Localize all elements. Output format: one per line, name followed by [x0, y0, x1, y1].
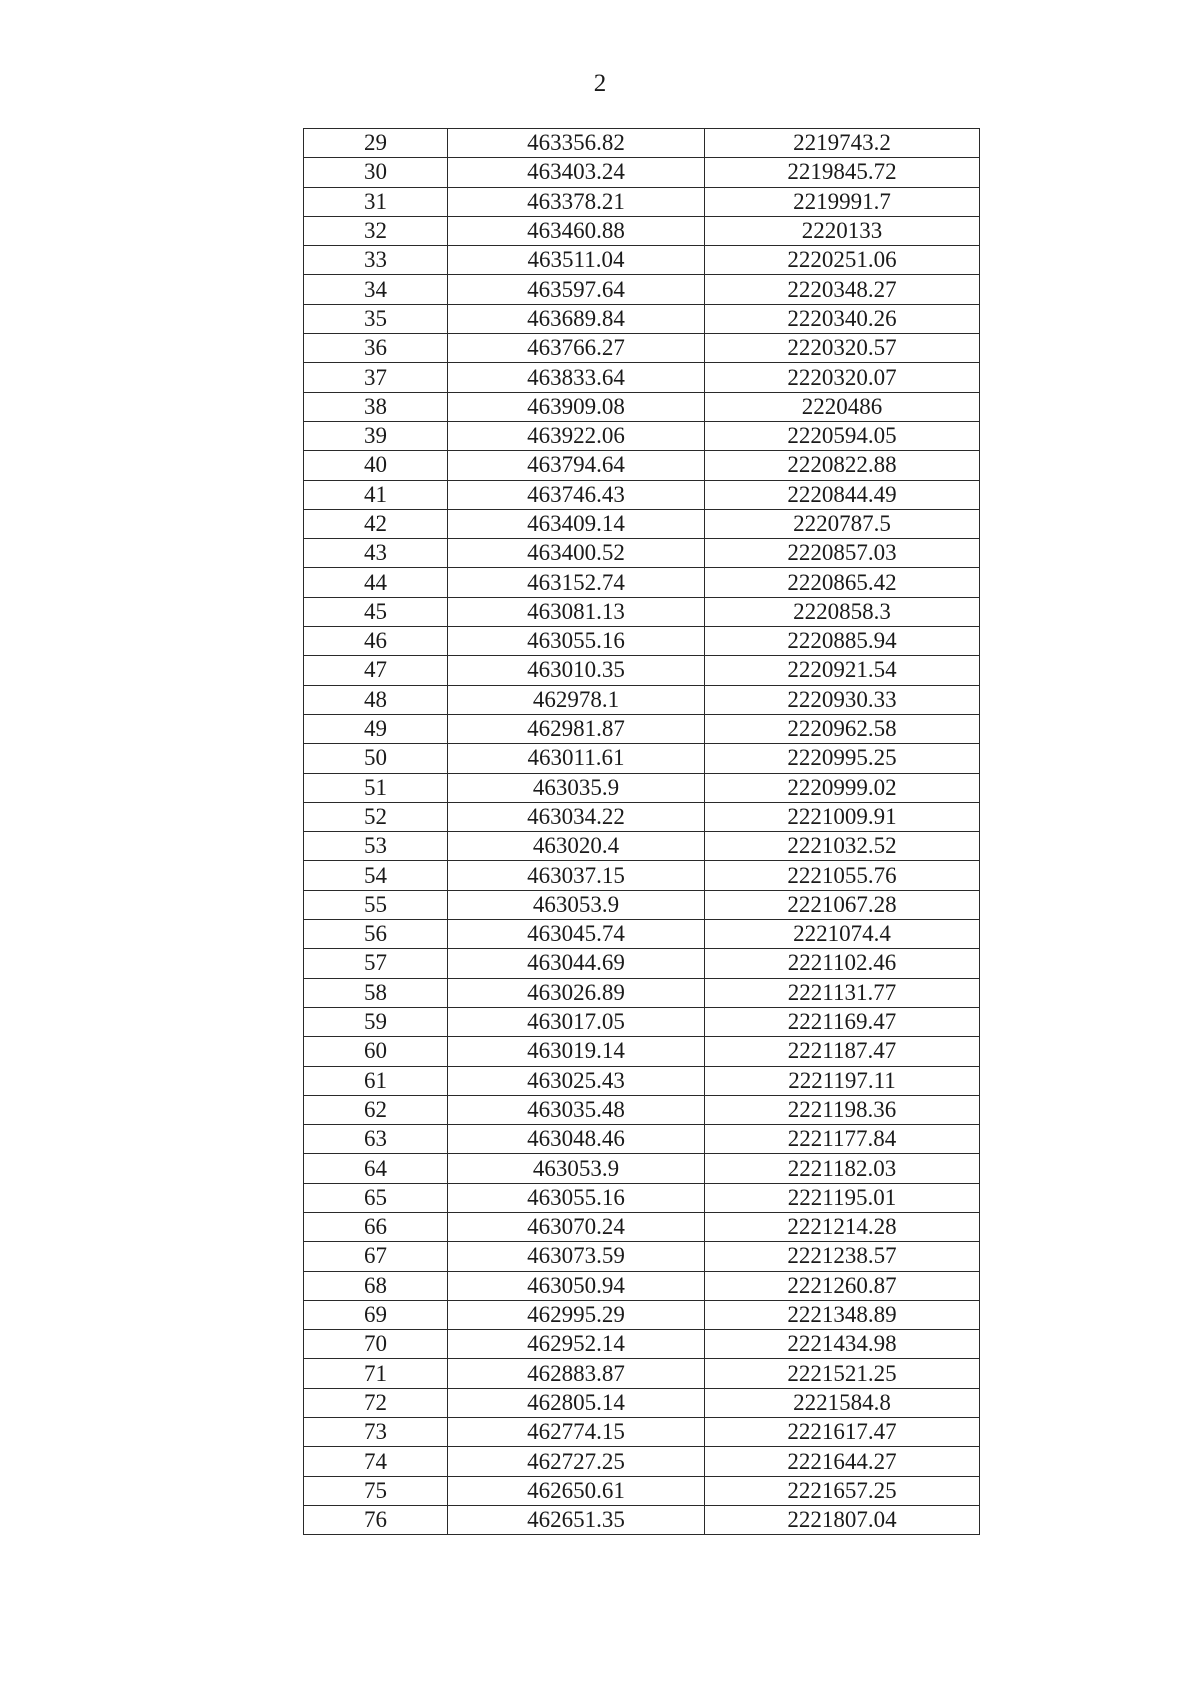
y-coordinate-cell: 2220133	[705, 216, 980, 245]
point-number-cell: 71	[304, 1359, 448, 1388]
x-coordinate-cell: 463378.21	[448, 187, 705, 216]
point-number-cell: 58	[304, 978, 448, 1007]
x-coordinate-cell: 463035.9	[448, 773, 705, 802]
point-number-cell: 41	[304, 480, 448, 509]
x-coordinate-cell: 463081.13	[448, 597, 705, 626]
table-row	[304, 246, 980, 275]
y-coordinate-cell: 2221644.27	[705, 1447, 980, 1476]
table-row	[304, 597, 980, 626]
x-coordinate-cell: 463689.84	[448, 304, 705, 333]
x-coordinate-cell: 463048.46	[448, 1125, 705, 1154]
point-number-cell: 50	[304, 744, 448, 773]
point-number-cell: 42	[304, 509, 448, 538]
table-row	[304, 334, 980, 363]
table-row	[304, 216, 980, 245]
table-row	[304, 1007, 980, 1036]
y-coordinate-cell: 2221521.25	[705, 1359, 980, 1388]
point-number-cell: 49	[304, 714, 448, 743]
y-coordinate-cell: 2221009.91	[705, 802, 980, 831]
point-number-cell: 37	[304, 363, 448, 392]
table-row	[304, 480, 980, 509]
page-number: 2	[593, 70, 607, 97]
table-row	[304, 1242, 980, 1271]
point-number-cell: 57	[304, 949, 448, 978]
y-coordinate-cell: 2220787.5	[705, 509, 980, 538]
y-coordinate-cell: 2221214.28	[705, 1212, 980, 1241]
table-row	[304, 773, 980, 802]
table-row	[304, 539, 980, 568]
x-coordinate-cell: 463511.04	[448, 246, 705, 275]
point-number-cell: 55	[304, 890, 448, 919]
table-row	[304, 627, 980, 656]
x-coordinate-cell: 462727.25	[448, 1447, 705, 1476]
y-coordinate-cell: 2220865.42	[705, 568, 980, 597]
x-coordinate-cell: 463070.24	[448, 1212, 705, 1241]
point-number-cell: 62	[304, 1095, 448, 1124]
x-coordinate-cell: 463020.4	[448, 832, 705, 861]
y-coordinate-cell: 2221434.98	[705, 1330, 980, 1359]
point-number-cell: 34	[304, 275, 448, 304]
table-row	[304, 978, 980, 1007]
table-row	[304, 451, 980, 480]
point-number-cell: 29	[304, 129, 448, 158]
table-row	[304, 1418, 980, 1447]
point-number-cell: 60	[304, 1037, 448, 1066]
point-number-cell: 66	[304, 1212, 448, 1241]
x-coordinate-cell: 462651.35	[448, 1505, 705, 1534]
x-coordinate-cell: 463011.61	[448, 744, 705, 773]
y-coordinate-cell: 2220486	[705, 392, 980, 421]
table-row	[304, 920, 980, 949]
x-coordinate-cell: 463034.22	[448, 802, 705, 831]
table-row	[304, 1037, 980, 1066]
y-coordinate-cell: 2221102.46	[705, 949, 980, 978]
y-coordinate-cell: 2221067.28	[705, 890, 980, 919]
table-row	[304, 275, 980, 304]
y-coordinate-cell: 2220995.25	[705, 744, 980, 773]
y-coordinate-cell: 2220320.57	[705, 334, 980, 363]
table-row	[304, 1447, 980, 1476]
y-coordinate-cell: 2221032.52	[705, 832, 980, 861]
table-row	[304, 1388, 980, 1417]
table-row	[304, 187, 980, 216]
table-row	[304, 744, 980, 773]
point-number-cell: 48	[304, 685, 448, 714]
x-coordinate-cell: 463044.69	[448, 949, 705, 978]
table-row	[304, 1330, 980, 1359]
table-row	[304, 1212, 980, 1241]
point-number-cell: 67	[304, 1242, 448, 1271]
y-coordinate-cell: 2219845.72	[705, 158, 980, 187]
x-coordinate-cell: 463017.05	[448, 1007, 705, 1036]
y-coordinate-cell: 2221198.36	[705, 1095, 980, 1124]
x-coordinate-cell: 463050.94	[448, 1271, 705, 1300]
y-coordinate-cell: 2219743.2	[705, 129, 980, 158]
y-coordinate-cell: 2221238.57	[705, 1242, 980, 1271]
x-coordinate-cell: 463025.43	[448, 1066, 705, 1095]
y-coordinate-cell: 2221260.87	[705, 1271, 980, 1300]
y-coordinate-cell: 2220962.58	[705, 714, 980, 743]
x-coordinate-cell: 463356.82	[448, 129, 705, 158]
x-coordinate-cell: 463746.43	[448, 480, 705, 509]
y-coordinate-cell: 2221074.4	[705, 920, 980, 949]
table-row	[304, 158, 980, 187]
table-row	[304, 1300, 980, 1329]
point-number-cell: 70	[304, 1330, 448, 1359]
point-number-cell: 75	[304, 1476, 448, 1505]
y-coordinate-cell: 2220251.06	[705, 246, 980, 275]
x-coordinate-cell: 462650.61	[448, 1476, 705, 1505]
point-number-cell: 65	[304, 1183, 448, 1212]
table-row	[304, 949, 980, 978]
point-number-cell: 74	[304, 1447, 448, 1476]
x-coordinate-cell: 463053.9	[448, 890, 705, 919]
point-number-cell: 43	[304, 539, 448, 568]
point-number-cell: 47	[304, 656, 448, 685]
point-number-cell: 30	[304, 158, 448, 187]
point-number-cell: 56	[304, 920, 448, 949]
y-coordinate-cell: 2220340.26	[705, 304, 980, 333]
x-coordinate-cell: 463026.89	[448, 978, 705, 1007]
table-row	[304, 1183, 980, 1212]
point-number-cell: 40	[304, 451, 448, 480]
y-coordinate-cell: 2220999.02	[705, 773, 980, 802]
point-number-cell: 32	[304, 216, 448, 245]
coordinates-table	[303, 128, 980, 1535]
y-coordinate-cell: 2221055.76	[705, 861, 980, 890]
table-row	[304, 1154, 980, 1183]
x-coordinate-cell: 463403.24	[448, 158, 705, 187]
point-number-cell: 54	[304, 861, 448, 890]
point-number-cell: 36	[304, 334, 448, 363]
y-coordinate-cell: 2220885.94	[705, 627, 980, 656]
table-row	[304, 1125, 980, 1154]
y-coordinate-cell: 2221807.04	[705, 1505, 980, 1534]
y-coordinate-cell: 2221197.11	[705, 1066, 980, 1095]
x-coordinate-cell: 463597.64	[448, 275, 705, 304]
y-coordinate-cell: 2220844.49	[705, 480, 980, 509]
y-coordinate-cell: 2221348.89	[705, 1300, 980, 1329]
point-number-cell: 63	[304, 1125, 448, 1154]
point-number-cell: 72	[304, 1388, 448, 1417]
coordinates-table-body	[304, 129, 980, 1535]
x-coordinate-cell: 463055.16	[448, 627, 705, 656]
y-coordinate-cell: 2221657.25	[705, 1476, 980, 1505]
point-number-cell: 38	[304, 392, 448, 421]
x-coordinate-cell: 463400.52	[448, 539, 705, 568]
y-coordinate-cell: 2221169.47	[705, 1007, 980, 1036]
x-coordinate-cell: 463833.64	[448, 363, 705, 392]
y-coordinate-cell: 2221131.77	[705, 978, 980, 1007]
table-row	[304, 1505, 980, 1534]
x-coordinate-cell: 463019.14	[448, 1037, 705, 1066]
point-number-cell: 61	[304, 1066, 448, 1095]
point-number-cell: 33	[304, 246, 448, 275]
x-coordinate-cell: 463010.35	[448, 656, 705, 685]
point-number-cell: 46	[304, 627, 448, 656]
x-coordinate-cell: 463460.88	[448, 216, 705, 245]
point-number-cell: 68	[304, 1271, 448, 1300]
x-coordinate-cell: 463073.59	[448, 1242, 705, 1271]
y-coordinate-cell: 2220320.07	[705, 363, 980, 392]
table-row	[304, 1476, 980, 1505]
table-row	[304, 304, 980, 333]
x-coordinate-cell: 463409.14	[448, 509, 705, 538]
x-coordinate-cell: 463037.15	[448, 861, 705, 890]
x-coordinate-cell: 462774.15	[448, 1418, 705, 1447]
y-coordinate-cell: 2221584.8	[705, 1388, 980, 1417]
point-number-cell: 76	[304, 1505, 448, 1534]
table-row	[304, 890, 980, 919]
y-coordinate-cell: 2220348.27	[705, 275, 980, 304]
y-coordinate-cell: 2221617.47	[705, 1418, 980, 1447]
x-coordinate-cell: 463766.27	[448, 334, 705, 363]
point-number-cell: 31	[304, 187, 448, 216]
table-row	[304, 129, 980, 158]
point-number-cell: 39	[304, 421, 448, 450]
point-number-cell: 45	[304, 597, 448, 626]
y-coordinate-cell: 2221187.47	[705, 1037, 980, 1066]
x-coordinate-cell: 463909.08	[448, 392, 705, 421]
y-coordinate-cell: 2221177.84	[705, 1125, 980, 1154]
table-row	[304, 392, 980, 421]
table-row	[304, 832, 980, 861]
table-row	[304, 1271, 980, 1300]
point-number-cell: 73	[304, 1418, 448, 1447]
table-row	[304, 363, 980, 392]
table-row	[304, 861, 980, 890]
point-number-cell: 51	[304, 773, 448, 802]
table-row	[304, 1359, 980, 1388]
y-coordinate-cell: 2220594.05	[705, 421, 980, 450]
y-coordinate-cell: 2219991.7	[705, 187, 980, 216]
x-coordinate-cell: 462952.14	[448, 1330, 705, 1359]
point-number-cell: 52	[304, 802, 448, 831]
x-coordinate-cell: 463922.06	[448, 421, 705, 450]
y-coordinate-cell: 2220921.54	[705, 656, 980, 685]
table-row	[304, 509, 980, 538]
point-number-cell: 64	[304, 1154, 448, 1183]
x-coordinate-cell: 463045.74	[448, 920, 705, 949]
x-coordinate-cell: 462995.29	[448, 1300, 705, 1329]
y-coordinate-cell: 2220822.88	[705, 451, 980, 480]
y-coordinate-cell: 2220857.03	[705, 539, 980, 568]
table-row	[304, 714, 980, 743]
y-coordinate-cell: 2220930.33	[705, 685, 980, 714]
x-coordinate-cell: 462981.87	[448, 714, 705, 743]
x-coordinate-cell: 462978.1	[448, 685, 705, 714]
x-coordinate-cell: 463035.48	[448, 1095, 705, 1124]
point-number-cell: 44	[304, 568, 448, 597]
table-row	[304, 421, 980, 450]
point-number-cell: 59	[304, 1007, 448, 1036]
y-coordinate-cell: 2221195.01	[705, 1183, 980, 1212]
table-row	[304, 568, 980, 597]
point-number-cell: 53	[304, 832, 448, 861]
y-coordinate-cell: 2220858.3	[705, 597, 980, 626]
table-row	[304, 1095, 980, 1124]
table-row	[304, 685, 980, 714]
x-coordinate-cell: 463152.74	[448, 568, 705, 597]
x-coordinate-cell: 462883.87	[448, 1359, 705, 1388]
point-number-cell: 35	[304, 304, 448, 333]
table-row	[304, 1066, 980, 1095]
x-coordinate-cell: 462805.14	[448, 1388, 705, 1417]
table-row	[304, 802, 980, 831]
y-coordinate-cell: 2221182.03	[705, 1154, 980, 1183]
x-coordinate-cell: 463053.9	[448, 1154, 705, 1183]
table-row	[304, 656, 980, 685]
x-coordinate-cell: 463794.64	[448, 451, 705, 480]
x-coordinate-cell: 463055.16	[448, 1183, 705, 1212]
point-number-cell: 69	[304, 1300, 448, 1329]
